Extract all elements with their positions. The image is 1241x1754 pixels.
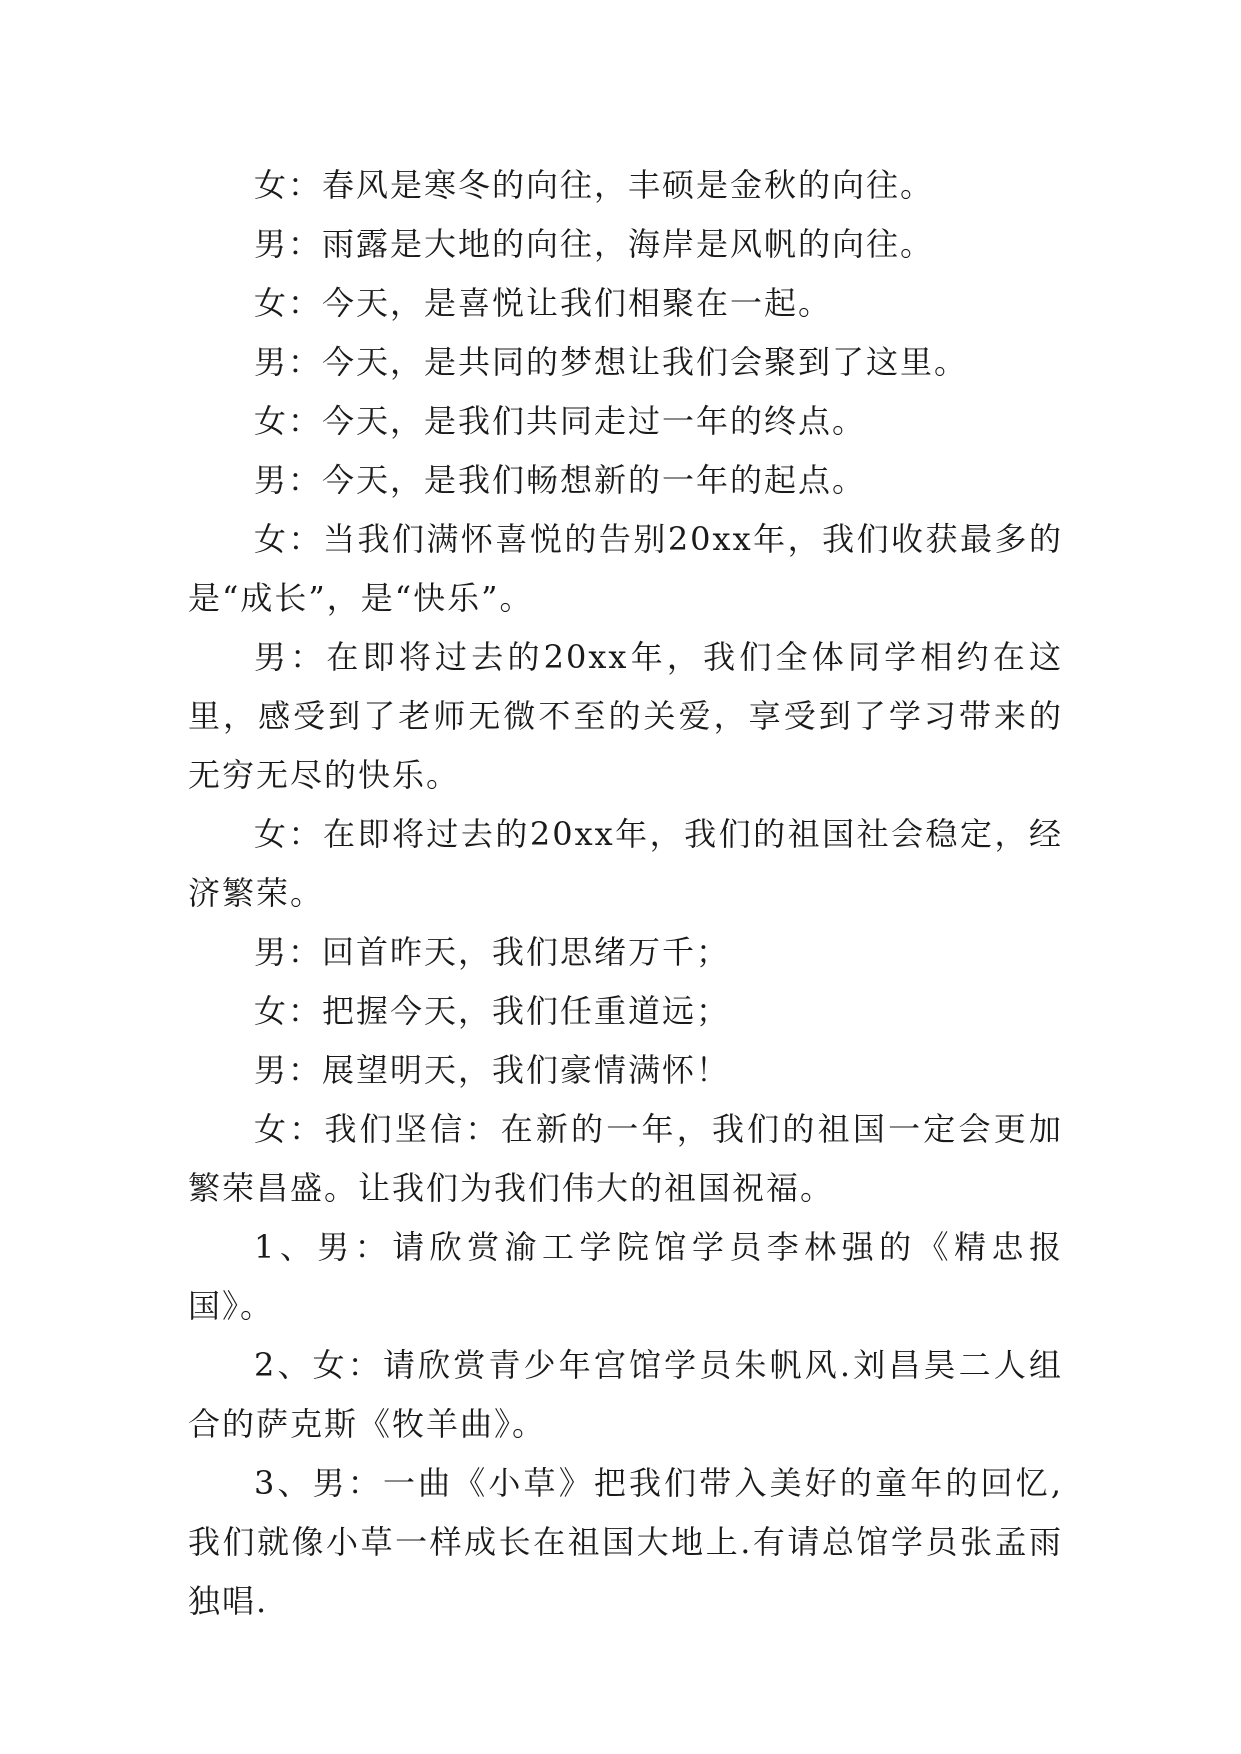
paragraph: 男：今天，是共同的梦想让我们会聚到了这里。 [254,343,969,381]
paragraph: 男：展望明天，我们豪情满怀！ [254,1051,731,1089]
paragraph: 1、男：请欣赏渝工学院馆学员李林强的《精忠报国》。 [188,1228,1063,1325]
paragraph: 男：在即将过去的20xx年，我们全体同学相约在这里，感受到了老师无微不至的关爱，享受到了学习带来的无穷无尽的快乐。 [188,638,1063,794]
document-body [188,156,1063,1631]
paragraph: 男：今天，是我们畅想新的一年的起点。 [254,461,867,499]
paragraph: 女：把握今天，我们任重道远； [254,992,731,1030]
paragraph: 女：当我们满怀喜悦的告别20xx年，我们收获最多的是“成长”，是“快乐”。 [188,520,1063,617]
paragraph: 女：今天，是喜悦让我们相聚在一起。 [254,284,833,322]
paragraph: 女：春风是寒冬的向往，丰硕是金秋的向往。 [254,166,935,204]
paragraph: 女：我们坚信：在新的一年，我们的祖国一定会更加繁荣昌盛。让我们为我们伟大的祖国祝福。 [188,1110,1063,1207]
paragraph: 女：在即将过去的20xx年，我们的祖国社会稳定，经济繁荣。 [188,815,1063,912]
paragraph: 男：回首昨天，我们思绪万千； [254,933,731,971]
paragraph: 女：今天，是我们共同走过一年的终点。 [254,402,867,440]
paragraph: 2、女：请欣赏青少年宫馆学员朱帆风.刘昌昊二人组合的萨克斯《牧羊曲》。 [188,1346,1063,1443]
paragraph: 3、男：一曲《小草》把我们带入美好的童年的回忆,我们就像小草一样成长在祖国大地上.有请总馆学员张孟雨独唱. [188,1464,1063,1620]
paragraph: 男：雨露是大地的向往，海岸是风帆的向往。 [254,225,935,263]
